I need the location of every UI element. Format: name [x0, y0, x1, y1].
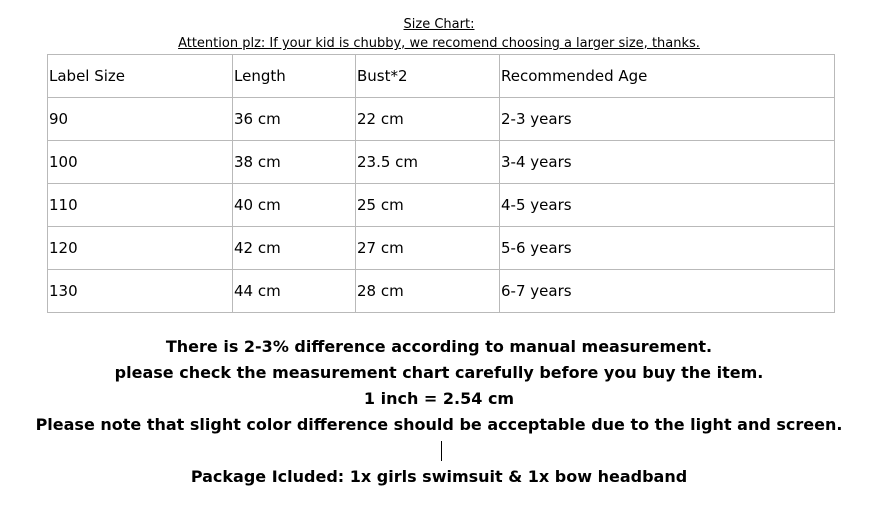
cell-recommended-age: 3-4 years	[500, 141, 835, 184]
cell-bust: 22 cm	[356, 98, 500, 141]
column-header-length: Length	[233, 55, 356, 98]
size-chart-title: Size Chart:	[403, 17, 475, 32]
table-header-row	[48, 55, 835, 98]
table-row	[48, 270, 835, 313]
attention-note: Attention plz: If your kid is chubby, we recomend choosing a larger size, thanks.	[178, 36, 700, 51]
cell-label-size: 120	[48, 227, 233, 270]
cell-recommended-age: 6-7 years	[500, 270, 835, 313]
text-cursor	[441, 441, 442, 461]
color-difference-note: Please note that slight color difference should be acceptable due to the light and screen.	[35, 415, 843, 434]
cell-recommended-age: 4-5 years	[500, 184, 835, 227]
column-header-label-size: Label Size	[48, 55, 233, 98]
cell-length: 38 cm	[233, 141, 356, 184]
cell-bust: 25 cm	[356, 184, 500, 227]
cell-length: 42 cm	[233, 227, 356, 270]
inch-conversion-note: 1 inch = 2.54 cm	[363, 389, 515, 408]
column-header-bust: Bust*2	[356, 55, 500, 98]
cell-label-size: 100	[48, 141, 233, 184]
table-row	[48, 184, 835, 227]
measurement-difference-note: There is 2-3% difference according to manual measurement.	[165, 337, 713, 356]
cell-length: 36 cm	[233, 98, 356, 141]
table-row	[48, 141, 835, 184]
cell-label-size: 110	[48, 184, 233, 227]
column-header-recommended-age: Recommended Age	[500, 55, 835, 98]
cell-length: 44 cm	[233, 270, 356, 313]
size-chart-table	[47, 54, 835, 313]
cell-recommended-age: 5-6 years	[500, 227, 835, 270]
package-included-note: Package Icluded: 1x girls swimsuit & 1x bow headband	[190, 467, 688, 486]
cell-label-size: 130	[48, 270, 233, 313]
table-row	[48, 227, 835, 270]
cell-label-size: 90	[48, 98, 233, 141]
cell-bust: 28 cm	[356, 270, 500, 313]
cell-length: 40 cm	[233, 184, 356, 227]
check-chart-note: please check the measurement chart carefully before you buy the item.	[114, 363, 764, 382]
cell-bust: 23.5 cm	[356, 141, 500, 184]
table-row	[48, 98, 835, 141]
cell-recommended-age: 2-3 years	[500, 98, 835, 141]
cell-bust: 27 cm	[356, 227, 500, 270]
